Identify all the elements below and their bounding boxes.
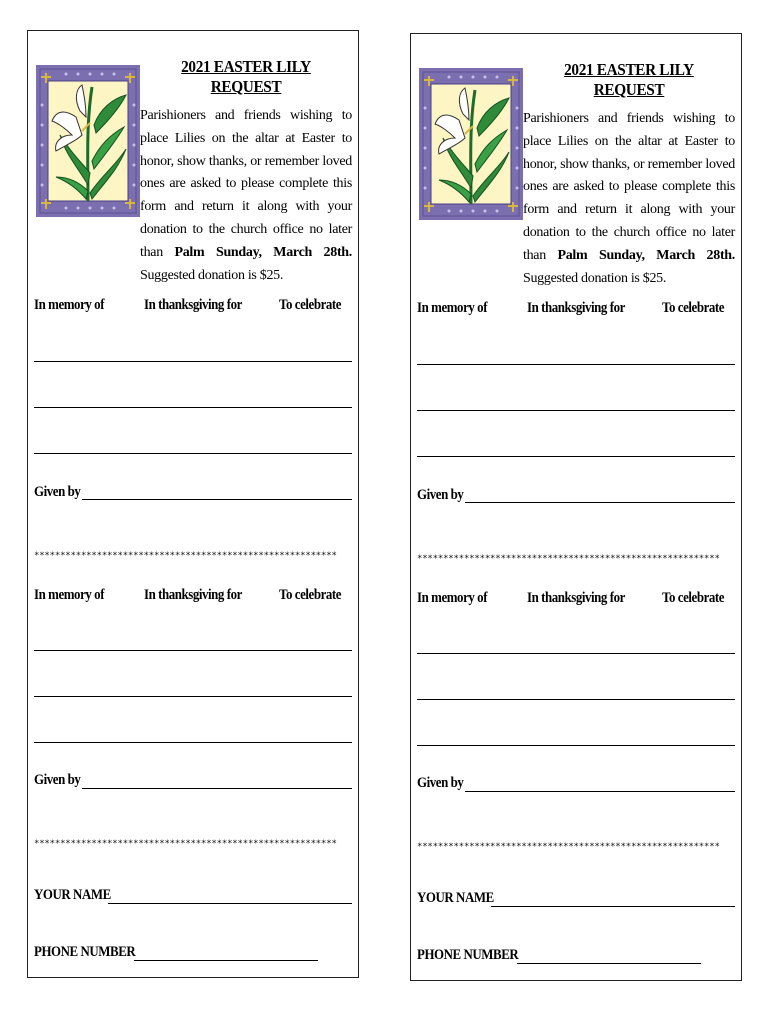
given-by-label: Given by [417, 775, 464, 791]
honoree-line-3[interactable] [34, 453, 352, 454]
phone-number-line[interactable] [517, 963, 701, 964]
request-form-left [27, 30, 359, 978]
phone-number-label: PHONE NUMBER [417, 947, 519, 963]
given-by-line[interactable] [465, 502, 735, 503]
option-in-thanksgiving-for[interactable]: In thanksgiving for [144, 587, 242, 603]
honoree-line-2[interactable] [417, 410, 735, 411]
honoree-line-1[interactable] [34, 361, 352, 362]
honoree-line-3[interactable] [34, 742, 352, 743]
option-to-celebrate[interactable]: To celebrate [279, 587, 342, 603]
given-by-label: Given by [34, 772, 81, 788]
your-name-line[interactable] [491, 906, 735, 907]
honoree-line-2[interactable] [417, 699, 735, 700]
honoree-line-1[interactable] [417, 364, 735, 365]
your-name-label: YOUR NAME [34, 887, 111, 903]
option-in-memory-of[interactable]: In memory of [417, 590, 488, 606]
your-name-label: YOUR NAME [417, 890, 494, 906]
form-title: 2021 EASTER LILY REQUEST [564, 60, 694, 99]
given-by-label: Given by [34, 484, 81, 500]
option-in-memory-of[interactable]: In memory of [34, 587, 105, 603]
phone-number-line[interactable] [134, 960, 318, 961]
option-to-celebrate[interactable]: To celebrate [279, 297, 342, 313]
honoree-line-2[interactable] [34, 696, 352, 697]
option-to-celebrate[interactable]: To celebrate [662, 300, 725, 316]
instructions-text: Parishioners and friends wishing to place Lilies on the altar at Easter to honor, show thanks, or remember loved ones are asked to please complete this form and return it along with your donation to the church office no later than Palm Sunday, March 28th. Suggested donation is $25. [140, 108, 352, 283]
option-to-celebrate[interactable]: To celebrate [662, 590, 725, 606]
option-in-thanksgiving-for[interactable]: In thanksgiving for [527, 300, 625, 316]
given-by-line[interactable] [82, 788, 352, 789]
given-by-line[interactable] [82, 499, 352, 500]
easter-lily-icon [419, 68, 523, 220]
separator: ********************************************************** [417, 842, 720, 852]
given-by-label: Given by [417, 487, 464, 503]
deadline-text: Palm Sunday, March 28th. [557, 247, 735, 263]
your-name-line[interactable] [108, 903, 352, 904]
form-title: 2021 EASTER LILY REQUEST [181, 57, 311, 96]
deadline-text: Palm Sunday, March 28th. [174, 244, 352, 260]
request-form-right [410, 33, 742, 981]
phone-number-label: PHONE NUMBER [34, 944, 136, 960]
separator: ********************************************************** [417, 554, 720, 564]
easter-lily-icon [36, 65, 140, 217]
given-by-line[interactable] [465, 791, 735, 792]
option-in-memory-of[interactable]: In memory of [417, 300, 488, 316]
honoree-line-1[interactable] [417, 653, 735, 654]
option-in-memory-of[interactable]: In memory of [34, 297, 105, 313]
separator: ********************************************************** [34, 551, 337, 561]
option-in-thanksgiving-for[interactable]: In thanksgiving for [527, 590, 625, 606]
instructions-text: Parishioners and friends wishing to place Lilies on the altar at Easter to honor, show thanks, or remember loved ones are asked to please complete this form and return it along with your donation to the church office no later than Palm Sunday, March 28th. Suggested donation is $25. [523, 111, 735, 286]
honoree-line-3[interactable] [417, 745, 735, 746]
honoree-line-3[interactable] [417, 456, 735, 457]
honoree-line-2[interactable] [34, 407, 352, 408]
separator: ********************************************************** [34, 839, 337, 849]
honoree-line-1[interactable] [34, 650, 352, 651]
option-in-thanksgiving-for[interactable]: In thanksgiving for [144, 297, 242, 313]
